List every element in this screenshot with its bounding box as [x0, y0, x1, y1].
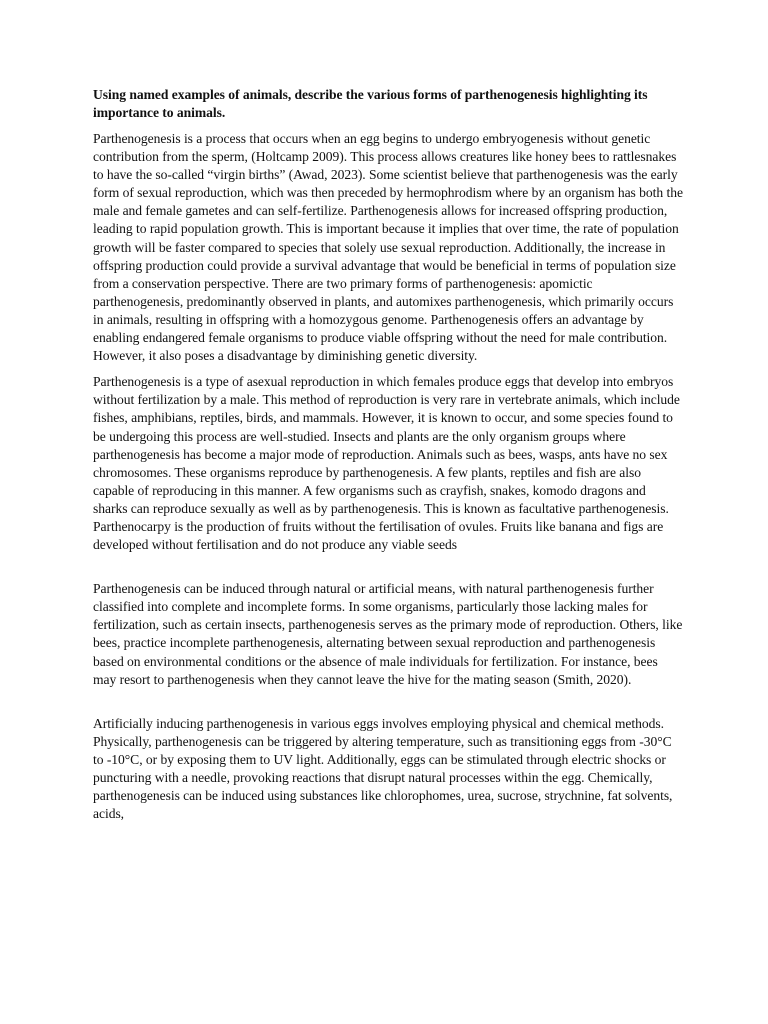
document-title: Using named examples of animals, describe the various forms of parthenogenesis highlighting its importance to animals.	[93, 87, 648, 120]
paragraph-1: Parthenogenesis is a process that occurs when an egg begins to undergo embryogenesis without genetic contribution from the sperm, (Holtcamp 2009). This process allows creatures like honey bees to rattlesnakes to have the so-called “virgin births” (Awad, 2023). Some scientist believe that parthenogenesis was the early form of sexual reproduction, which was then preceded by hermophrodism where by an organism has both the male and female gametes and can self-fertilize. Parthenogenesis allows for increased offspring production, leading to rapid population growth. This is important because it implies that over time, the rate of population growth will be faster compared to species that solely use sexual reproduction. Additionally, the increase in offspring production could provide a survival advantage that would be beneficial in terms of population size from a conservation perspective. There are two primary forms of parthenogenesis: apomictic parthenogenesis, predominantly observed in plants, and automixes parthenogenesis, which primarily occurs in animals, resulting in offspring with a homozygous genome. Parthenogenesis offers an advantage by enabling endangered female organisms to produce viable offspring without the need for male contribution. However, it also poses a disadvantage by diminishing genetic diversity.	[93, 131, 683, 364]
paragraph-2: Parthenogenesis is a type of asexual reproduction in which females produce eggs that develop into embryos without fertilization by a male. This method of reproduction is very rare in vertebrate animals, which include fishes, amphibians, reptiles, birds, and mammals. However, it is known to occur, and some species found to be undergoing this process are well-studied. Insects and plants are the only organism groups where parthenogenesis has become a major mode of reproduction. Animals such as bees, wasps, ants have no sex chromosomes. These organisms reproduce by parthenogenesis. A few plants, reptiles and fish are also capable of reproducing in this manner. A few organisms such as crayfish, snakes, komodo dragons and sharks can reproduce sexually as well as by parthenogenesis. This is known as facultative parthenogenesis. Parthenocarpy is the production of fruits without the fertilisation of ovules. Fruits like banana and figs are developed without fertilisation and do not produce any viable seeds	[93, 374, 680, 553]
paragraph-4: Artificially inducing parthenogenesis in various eggs involves employing physical and chemical methods. Physically, parthenogenesis can be triggered by altering temperature, such as transitioning eggs from -30°C to -10°C, or by exposing them to UV light. Additionally, eggs can be stimulated through electric shocks or puncturing with a needle, provoking reactions that disrupt natural processes within the egg. Chemically, parthenogenesis can be induced using substances like chlorophomes, urea, sucrose, strychnine, fat solvents, acids,	[93, 715, 673, 822]
paragraph-3: Parthenogenesis can be induced through natural or artificial means, with natural parthenogenesis further classified into complete and incomplete forms. In some organisms, particularly those lacking males for fertilization, such as certain insects, parthenogenesis serves as the primary mode of reproduction. Others, like bees, practice incomplete parthenogenesis, alternating between sexual reproduction and parthenogenesis based on environmental conditions or the absence of male individuals for fertilization. For instance, bees may resort to parthenogenesis when they cannot leave the hive for the mating season (Smith, 2020).	[93, 581, 683, 687]
document-body	[93, 86, 683, 831]
